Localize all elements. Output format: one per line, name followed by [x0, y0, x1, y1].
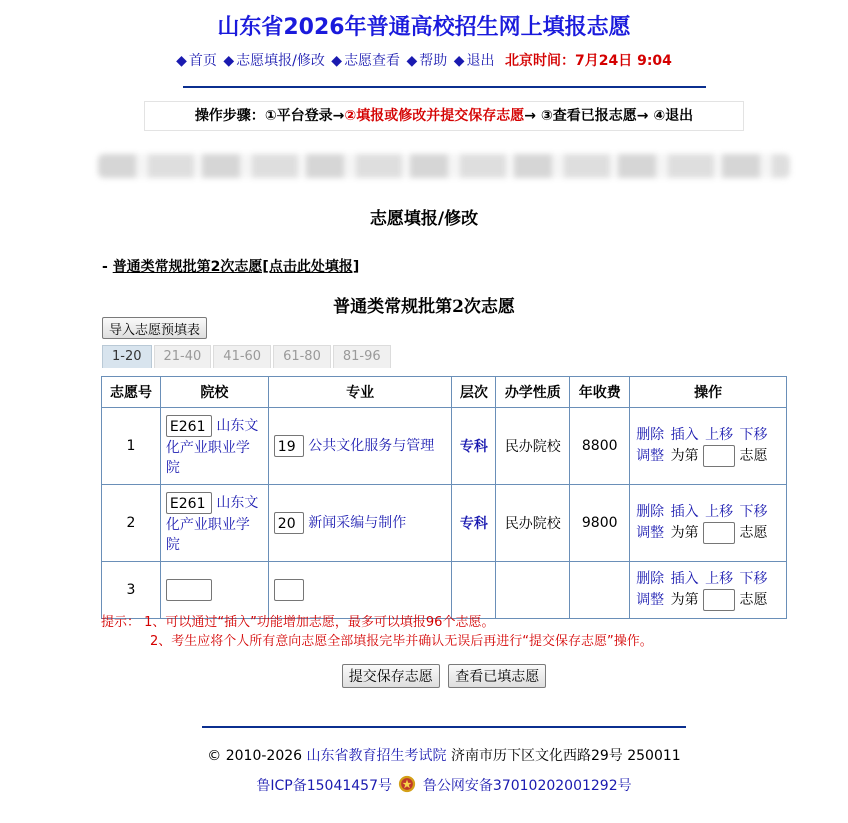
diamond-icon: ◆: [406, 53, 418, 69]
tip-line-2: 2、考生应将个人所有意向志愿全部填报完毕并确认无误后再进行“提交保存志愿”操作。: [150, 634, 653, 649]
top-nav: [0, 50, 848, 70]
ops-cell: [630, 562, 787, 619]
address-text: 济南市历下区文化西路29号 250011: [450, 748, 681, 764]
fee-cell: 9800: [570, 485, 630, 562]
diamond-icon: ◆: [453, 53, 465, 69]
school-cell: [160, 562, 268, 619]
view-filled-button[interactable]: 查看已填志愿: [448, 664, 546, 688]
batch-link-row: [102, 256, 359, 276]
volunteer-no: 3: [102, 562, 161, 619]
adjust-link[interactable]: 调整: [636, 447, 665, 464]
submit-save-button[interactable]: 提交保存志愿: [342, 664, 440, 688]
major-cell: [268, 562, 452, 619]
fee-cell: 8800: [570, 408, 630, 485]
volunteer-table: [101, 376, 787, 619]
nav-home[interactable]: 首页: [188, 53, 217, 69]
adjust-link[interactable]: 调整: [636, 524, 665, 541]
table-title: 普通类常规批第2次志愿: [333, 297, 515, 317]
school-cell: [160, 485, 268, 562]
tab-1-20[interactable]: 1-20: [102, 345, 152, 368]
nav-fill-edit[interactable]: 志愿填报/修改: [236, 53, 325, 69]
col-header-level: 层次: [452, 377, 496, 408]
move-up-link[interactable]: 上移: [705, 426, 734, 443]
nature-cell: 民办院校: [496, 408, 570, 485]
major-cell: [268, 485, 452, 562]
major-code-input[interactable]: 19: [274, 435, 304, 457]
level-cell: [452, 408, 496, 485]
school-code-input[interactable]: E261: [166, 415, 212, 437]
diamond-icon: ◆: [176, 53, 187, 69]
insert-link[interactable]: 插入: [670, 503, 699, 520]
step-login: ①平台登录→: [264, 108, 345, 124]
tab-21-40[interactable]: 21-40: [154, 345, 212, 368]
move-up-link[interactable]: 上移: [705, 570, 734, 587]
col-header-school: 院校: [160, 377, 268, 408]
volunteer-no: 1: [102, 408, 161, 485]
police-badge-icon: [398, 775, 416, 793]
level-cell: [452, 562, 496, 619]
delete-link[interactable]: 删除: [636, 426, 665, 443]
batch-dash: -: [102, 259, 113, 275]
footer-records: [0, 775, 848, 795]
fee-cell: [570, 562, 630, 619]
school-name-link[interactable]: 山东文化产业职业学院: [165, 495, 259, 553]
volunteer-label: 志愿: [739, 447, 768, 464]
level-text: 专科: [459, 516, 488, 532]
diamond-icon: ◆: [223, 53, 235, 69]
school-name-link[interactable]: 山东文化产业职业学院: [165, 418, 259, 476]
tab-61-80[interactable]: 61-80: [273, 345, 331, 368]
insert-link[interactable]: 插入: [670, 570, 699, 587]
action-buttons: [0, 664, 848, 688]
icp-link[interactable]: 鲁ICP备15041457号: [256, 778, 392, 794]
level-text: 专科: [459, 439, 488, 455]
step-current: ②填报或修改并提交保存志愿: [344, 108, 525, 124]
import-prefill-button[interactable]: 导入志愿预填表: [102, 317, 207, 339]
operation-steps: [144, 101, 744, 131]
move-up-link[interactable]: 上移: [705, 503, 734, 520]
move-down-link[interactable]: 下移: [739, 426, 768, 443]
major-code-input[interactable]: 20: [274, 512, 304, 534]
as-no-label: 为第: [670, 524, 699, 541]
move-down-link[interactable]: 下移: [739, 570, 768, 587]
school-code-input[interactable]: [166, 579, 212, 601]
nav-logout[interactable]: 退出: [466, 53, 495, 69]
col-header-ops: 操作: [630, 377, 787, 408]
insert-link[interactable]: 插入: [670, 426, 699, 443]
school-code-input[interactable]: E261: [166, 492, 212, 514]
tips: [101, 613, 653, 651]
table-row: [102, 485, 787, 562]
table-row: [102, 408, 787, 485]
ops-cell: [630, 408, 787, 485]
diamond-icon: ◆: [331, 53, 343, 69]
nature-cell: [496, 562, 570, 619]
nav-help[interactable]: 帮助: [419, 53, 448, 69]
col-header-no: 志愿号: [102, 377, 161, 408]
copyright-text: © 2010-2026: [207, 748, 303, 764]
volunteer-label: 志愿: [739, 524, 768, 541]
col-header-nature: 办学性质: [496, 377, 570, 408]
page-tabs: [102, 345, 393, 368]
level-cell: [452, 485, 496, 562]
nature-cell: 民办院校: [496, 485, 570, 562]
police-record-link[interactable]: 鲁公网安备37010202001292号: [422, 778, 632, 794]
table-row: [102, 562, 787, 619]
volunteer-no: 2: [102, 485, 161, 562]
delete-link[interactable]: 删除: [636, 503, 665, 520]
page-title: 山东省2026年普通高校招生网上填报志愿: [217, 15, 631, 40]
section-title: 志愿填报/修改: [369, 209, 479, 229]
col-header-major: 专业: [268, 377, 452, 408]
table-header-row: [102, 377, 787, 408]
major-cell: [268, 408, 452, 485]
volunteer-label: 志愿: [739, 591, 768, 608]
step-rest: → ③查看已报志愿→ ④退出: [524, 108, 694, 124]
target-position-input[interactable]: [703, 445, 735, 467]
school-cell: [160, 408, 268, 485]
as-no-label: 为第: [670, 591, 699, 608]
nav-view[interactable]: 志愿查看: [344, 53, 401, 69]
major-name-link[interactable]: 新闻采编与制作: [308, 515, 407, 531]
blurred-student-info: [98, 154, 790, 178]
steps-prefix: 操作步骤：: [194, 108, 265, 124]
delete-link[interactable]: 删除: [636, 570, 665, 587]
org-link[interactable]: 山东省教育招生考试院: [306, 748, 447, 764]
target-position-input[interactable]: [703, 589, 735, 611]
ops-cell: [630, 485, 787, 562]
move-down-link[interactable]: 下移: [739, 503, 768, 520]
tab-41-60[interactable]: 41-60: [213, 345, 271, 368]
footer-divider: [202, 726, 686, 728]
beijing-time: 北京时间：7月24日 9:04: [504, 53, 672, 69]
adjust-link[interactable]: 调整: [636, 591, 665, 608]
tips-label: 提示：: [101, 615, 141, 630]
batch-fill-link[interactable]: 普通类常规批第2次志愿[点击此处填报]: [112, 259, 360, 275]
tab-81-96[interactable]: 81-96: [333, 345, 391, 368]
major-name-link[interactable]: 公共文化服务与管理: [308, 438, 435, 454]
major-code-input[interactable]: [274, 579, 304, 601]
col-header-fee: 年收费: [570, 377, 630, 408]
as-no-label: 为第: [670, 447, 699, 464]
tip-line-1: 1、可以通过“插入”功能增加志愿，最多可以填报96个志愿。: [144, 615, 495, 630]
footer-copyright: [0, 745, 848, 765]
target-position-input[interactable]: [703, 522, 735, 544]
header-divider: [183, 86, 706, 88]
